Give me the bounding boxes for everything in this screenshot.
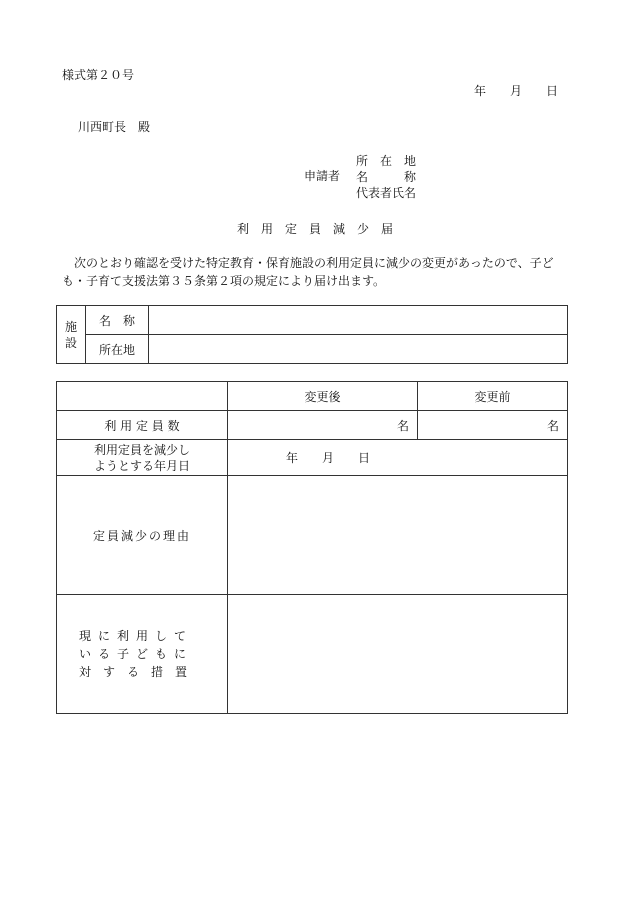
reason-field[interactable] xyxy=(228,476,568,595)
reduction-date-field[interactable]: 年 月 日 xyxy=(228,440,568,476)
measures-row xyxy=(57,595,568,714)
capacity-after-field[interactable]: 名 xyxy=(228,411,418,440)
applicant-name-label: 名 称 xyxy=(356,170,417,184)
reduction-date-label xyxy=(57,440,228,476)
facility-table xyxy=(56,305,568,364)
submission-date: 年 月 日 xyxy=(474,84,559,98)
applicant-representative-label: 代表者氏名 xyxy=(356,186,417,200)
measures-label xyxy=(57,595,228,714)
reason-label: 定員減少の理由 xyxy=(57,476,228,595)
header-after-change: 変更後 xyxy=(228,382,418,411)
capacity-label: 利 用 定 員 数 xyxy=(57,411,228,440)
reduction-date-label-line1: 利用定員を減少し xyxy=(93,442,190,457)
facility-name-label: 名 称 xyxy=(86,306,149,335)
addressee: 川西町長 殿 xyxy=(78,120,151,134)
form-number: 様式第２０号 xyxy=(62,68,135,82)
body-text: 次のとおり確認を受けた特定教育・保育施設の利用定員に減少の変更があったので、子ども・子育て支援法第３５条第２項の規定により届け出ます。 xyxy=(62,256,554,288)
facility-address-label: 所在地 xyxy=(86,335,149,364)
facility-address-field[interactable] xyxy=(149,335,568,364)
facility-row-address xyxy=(57,335,568,364)
facility-row-name xyxy=(57,306,568,335)
capacity-change-table xyxy=(56,381,568,714)
document-title: 利 用 定 員 減 少 届 xyxy=(236,222,393,236)
capacity-before-field[interactable]: 名 xyxy=(418,411,568,440)
applicant-address-label: 所 在 地 xyxy=(356,154,417,168)
facility-side-label xyxy=(57,306,86,364)
reason-row xyxy=(57,476,568,595)
table-header-row xyxy=(57,382,568,411)
facility-name-field[interactable] xyxy=(149,306,568,335)
header-before-change: 変更前 xyxy=(418,382,568,411)
applicant-label: 申請者 xyxy=(304,169,341,183)
measures-label-line3: 対する措置 xyxy=(79,665,200,679)
measures-label-line1: 現に利用して xyxy=(79,629,194,643)
facility-side-text: 施設 xyxy=(64,319,77,350)
measures-label-line2: いる子どもに xyxy=(79,647,194,661)
capacity-row xyxy=(57,411,568,440)
measures-field[interactable] xyxy=(228,595,568,714)
reduction-date-row xyxy=(57,440,568,476)
reduction-date-label-line2: ようとする年月日 xyxy=(93,458,190,473)
header-empty-cell xyxy=(57,382,228,411)
